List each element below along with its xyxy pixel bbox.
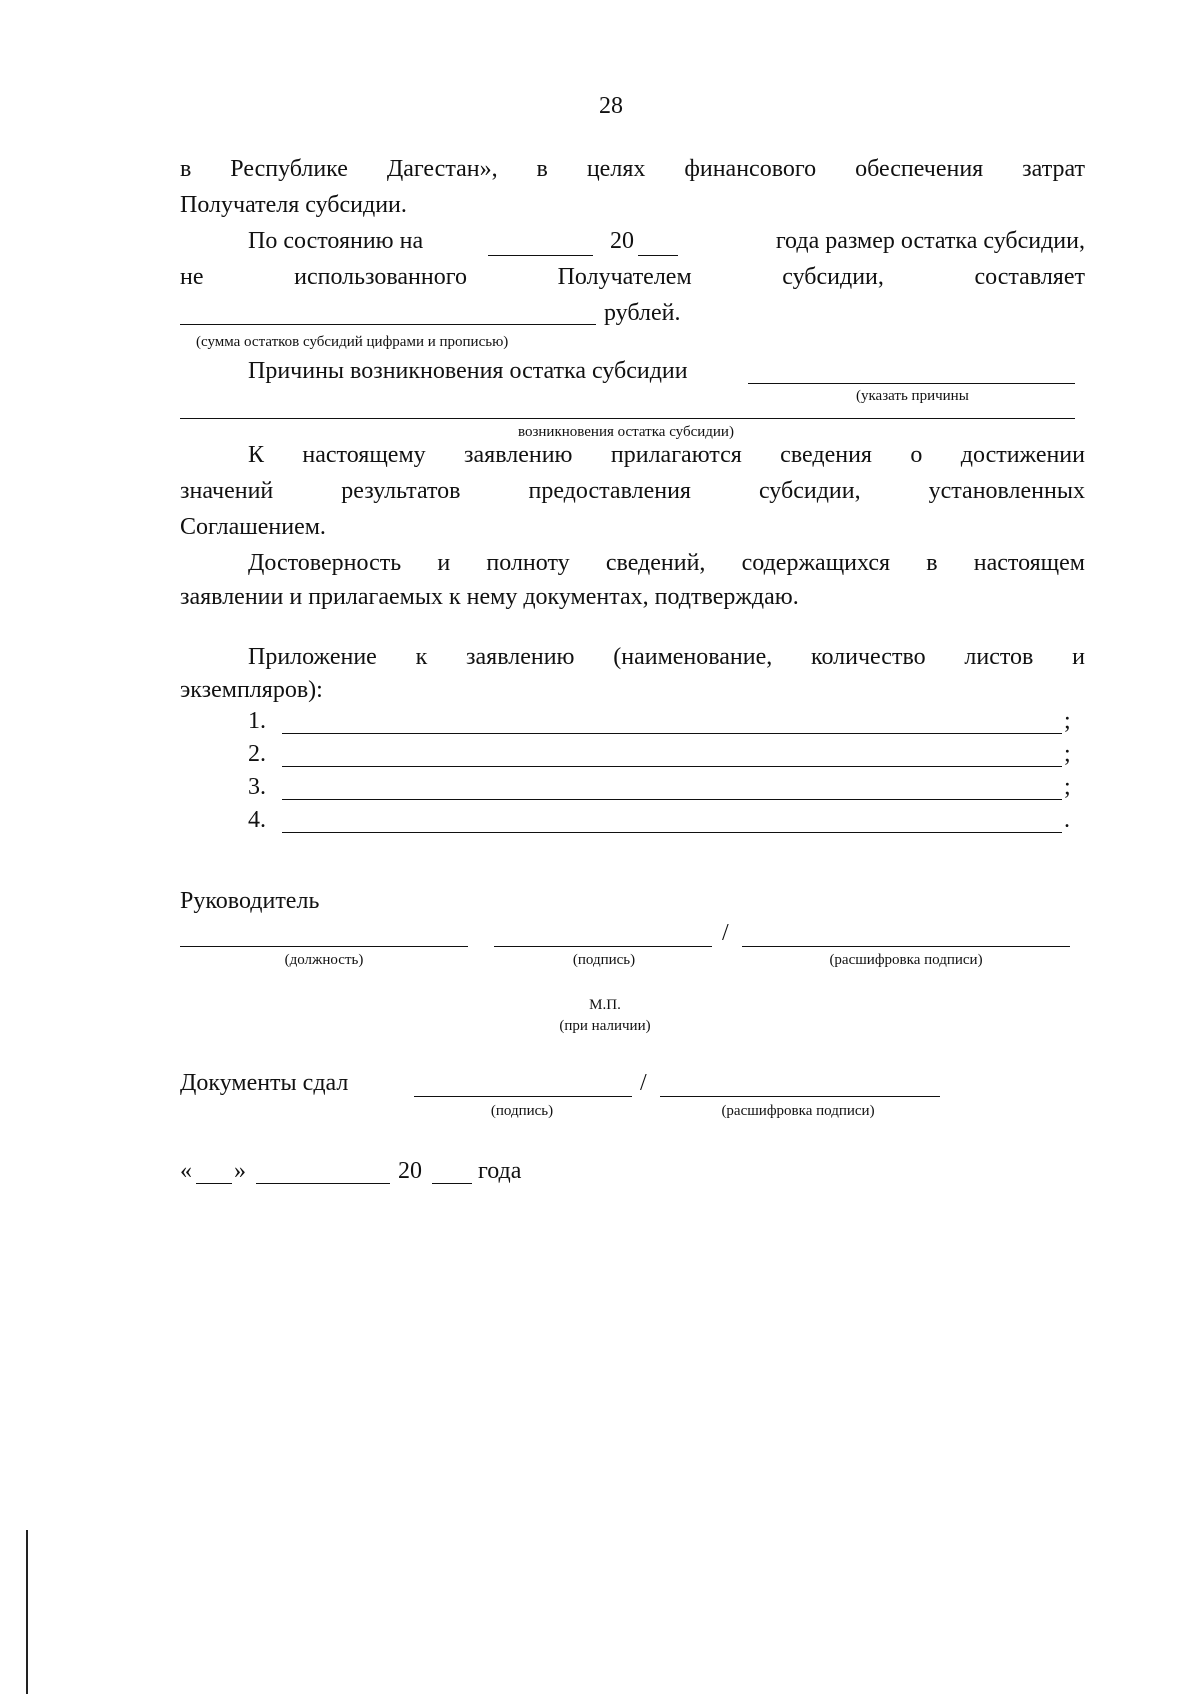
- seal-label: М.П.: [589, 997, 621, 1013]
- head-title: Руководитель: [180, 888, 320, 914]
- attachment-item-field[interactable]: [282, 799, 1062, 800]
- head-slash: /: [722, 920, 729, 946]
- balance-amount-hint: (сумма остатков субсидий цифрами и прописью): [196, 334, 509, 350]
- paragraph-5-line-1: Достоверность и полноту сведений, содержащихся в настоящем: [248, 550, 1085, 576]
- attachments-line-2: экземпляров):: [180, 677, 323, 703]
- paragraph-1-line-2: Получателя субсидии.: [180, 192, 407, 218]
- submitted-slash: /: [640, 1070, 647, 1096]
- balance-date-field[interactable]: [488, 255, 593, 256]
- attachment-item-field[interactable]: [282, 766, 1062, 767]
- seal-note: (при наличии): [559, 1018, 651, 1034]
- balance-date-prefix: По состоянию на: [248, 228, 424, 254]
- attachment-item-end: ;: [1064, 774, 1071, 800]
- submitted-decoding-hint: (расшифровка подписи): [721, 1103, 875, 1119]
- date-close-quote: »: [234, 1158, 246, 1184]
- attachment-item-number: 3.: [248, 774, 266, 800]
- balance-amount-field[interactable]: [180, 324, 596, 325]
- scan-edge-line: [26, 1530, 28, 1694]
- paragraph-4-line-3: Соглашением.: [180, 514, 326, 540]
- head-decoding-hint: (расшифровка подписи): [829, 952, 983, 968]
- remainder-reasons-label: Причины возникновения остатка субсидии: [248, 358, 688, 384]
- attachments-line-1: Приложение к заявлению (наименование, количество листов и: [248, 644, 1085, 670]
- balance-year-field[interactable]: [638, 255, 678, 256]
- date-year-prefix: 20: [398, 1158, 422, 1184]
- head-signature-field[interactable]: [494, 946, 712, 947]
- head-position-hint: (должность): [284, 952, 364, 968]
- balance-year-prefix: 20: [610, 228, 634, 254]
- date-suffix: года: [478, 1158, 522, 1184]
- attachment-item-number: 4.: [248, 807, 266, 833]
- paragraph-4-line-2: значений результатов предоставления субсидии, установленных: [180, 478, 1085, 504]
- submitted-label: Документы сдал: [180, 1070, 349, 1096]
- submitted-signature-hint: (подпись): [490, 1103, 554, 1119]
- date-year-field[interactable]: [432, 1183, 472, 1184]
- date-day-field[interactable]: [196, 1183, 232, 1184]
- paragraph-4-line-1: К настоящему заявлению прилагаются сведения о достижении: [248, 442, 1085, 468]
- page-number: 28: [599, 93, 623, 119]
- balance-date-suffix: года размер остатка субсидии,: [775, 228, 1085, 254]
- remainder-reasons-field-1[interactable]: [748, 383, 1075, 384]
- date-month-field[interactable]: [256, 1183, 390, 1184]
- head-signature-hint: (подпись): [572, 952, 636, 968]
- paragraph-2-line-2: не использованного Получателем субсидии, составляет: [180, 264, 1085, 290]
- date-open-quote: «: [180, 1158, 192, 1184]
- submitted-signature-field[interactable]: [414, 1096, 632, 1097]
- attachment-item-end: ;: [1064, 741, 1071, 767]
- attachment-item-end: ;: [1064, 708, 1071, 734]
- remainder-reasons-hint-1: (указать причины: [856, 388, 969, 404]
- attachment-item-end: .: [1064, 807, 1070, 833]
- attachment-item-number: 2.: [248, 741, 266, 767]
- attachment-item-field[interactable]: [282, 832, 1062, 833]
- head-position-field[interactable]: [180, 946, 468, 947]
- remainder-reasons-hint-2: возникновения остатка субсидии): [518, 424, 734, 440]
- paragraph-1-line-1: в Республике Дагестан», в целях финансового обеспечения затрат: [180, 156, 1085, 182]
- balance-currency: рублей.: [604, 300, 681, 326]
- attachment-item-number: 1.: [248, 708, 266, 734]
- attachment-item-field[interactable]: [282, 733, 1062, 734]
- remainder-reasons-field-2[interactable]: [180, 418, 1075, 419]
- submitted-decoding-field[interactable]: [660, 1096, 940, 1097]
- head-decoding-field[interactable]: [742, 946, 1070, 947]
- paragraph-5-line-2: заявлении и прилагаемых к нему документах, подтверждаю.: [180, 584, 799, 610]
